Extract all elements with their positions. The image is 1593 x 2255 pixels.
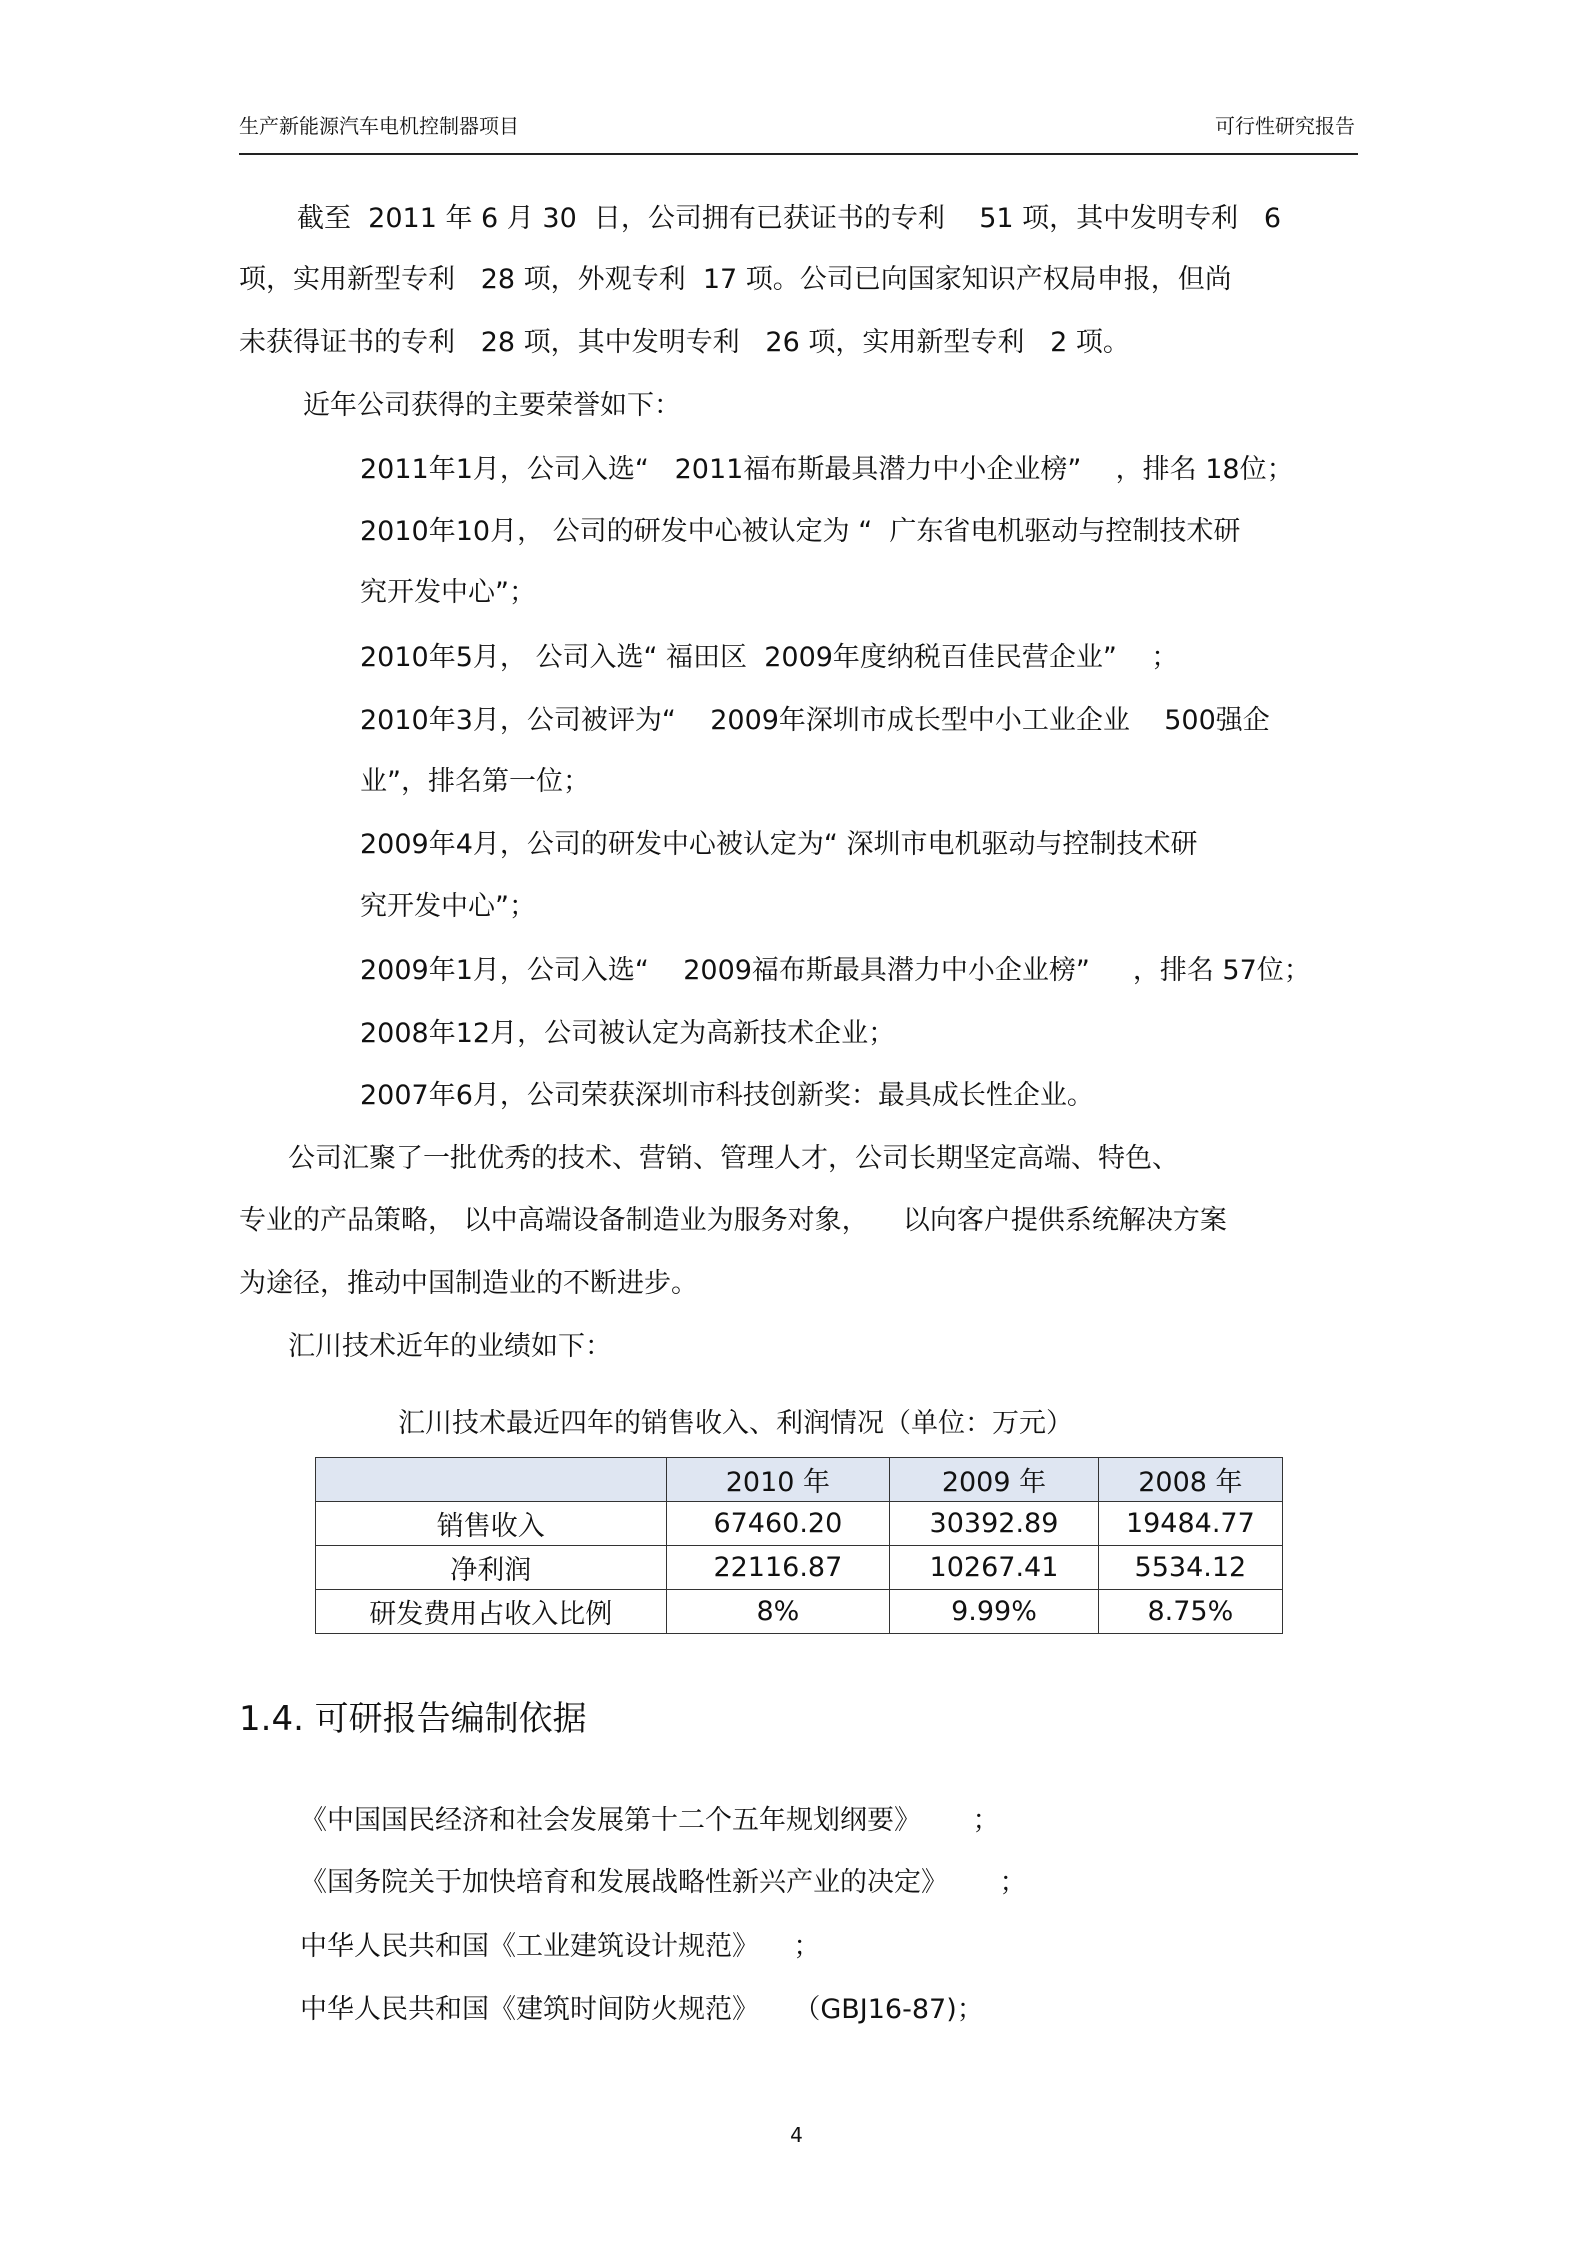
honor-item-continued: 业”，排名第一位； xyxy=(360,766,590,797)
honor-item: 2010年3月，公司被评为“ 2009年深圳市成长型中小工业企业 500强企 xyxy=(360,705,1270,736)
table-row xyxy=(316,1546,1283,1590)
header-report-type: 可行性研究报告 xyxy=(1215,114,1355,138)
table-header-cell xyxy=(316,1458,667,1502)
table-header-cell: 2010 年 xyxy=(666,1458,890,1502)
reference-item: 中华人民共和国《建筑时间防火规范》 （GBJ16-87)； xyxy=(300,1994,984,2025)
table-row-label: 净利润 xyxy=(316,1546,667,1590)
section-heading: 1.4. 可研报告编制依据 xyxy=(239,1699,587,1739)
reference-item: 中华人民共和国《工业建筑设计规范》 ； xyxy=(300,1931,821,1962)
talent-line-1: 公司汇聚了一批优秀的技术、营销、管理人才，公司长期坚定高端、特色、 xyxy=(288,1143,1179,1174)
table-row-label: 研发费用占收入比例 xyxy=(316,1590,667,1634)
talent-line-3: 为途径，推动中国制造业的不断进步。 xyxy=(239,1268,698,1299)
table-cell: 19484.77 xyxy=(1098,1502,1282,1546)
patents-line-3: 未获得证书的专利 28 项，其中发明专利 26 项，实用新型专利 2 项。 xyxy=(239,327,1130,358)
sales-profit-table xyxy=(315,1457,1283,1634)
honors-intro: 近年公司获得的主要荣誉如下： xyxy=(303,390,681,421)
patents-line-1: 截至 2011 年 6 月 30 日，公司拥有已获证书的专利 51 项，其中发明专利 6 xyxy=(297,203,1282,234)
performance-intro: 汇川技术近年的业绩如下： xyxy=(288,1331,612,1362)
table-cell: 67460.20 xyxy=(666,1502,890,1546)
table-header-cell: 2009 年 xyxy=(890,1458,1099,1502)
header-project-title: 生产新能源汽车电机控制器项目 xyxy=(239,114,519,138)
table-cell: 30392.89 xyxy=(890,1502,1099,1546)
honor-item: 2009年4月，公司的研发中心被认定为“ 深圳市电机驱动与控制技术研 xyxy=(360,829,1198,860)
table-cell: 8% xyxy=(666,1590,890,1634)
table-cell: 22116.87 xyxy=(666,1546,890,1590)
table-header-row xyxy=(316,1458,1283,1502)
table-cell: 8.75% xyxy=(1098,1590,1282,1634)
reference-item: 《国务院关于加快培育和发展战略性新兴产业的决定》 ； xyxy=(300,1867,1027,1898)
honor-item: 2010年5月， 公司入选“ 福田区 2009年度纳税百佳民营企业” ； xyxy=(360,642,1179,673)
honor-item: 2007年6月，公司荣获深圳市科技创新奖：最具成长性企业。 xyxy=(360,1080,1094,1111)
page-number: 4 xyxy=(790,2123,803,2147)
table-row xyxy=(316,1590,1283,1634)
table-row xyxy=(316,1502,1283,1546)
honor-item-continued: 究开发中心”； xyxy=(360,577,536,608)
talent-line-2: 专业的产品策略， 以中高端设备制造业为服务对象， 以向客户提供系统解决方案 xyxy=(239,1205,1227,1236)
honor-item: 2010年10月， 公司的研发中心被认定为 “ 广东省电机驱动与控制技术研 xyxy=(360,516,1241,547)
patents-line-2: 项，实用新型专利 28 项，外观专利 17 项。公司已向国家知识产权局申报，但尚 xyxy=(239,264,1232,295)
honor-item-continued: 究开发中心”； xyxy=(360,891,536,922)
header-divider xyxy=(239,153,1358,155)
table-cell: 9.99% xyxy=(890,1590,1099,1634)
table-cell: 5534.12 xyxy=(1098,1546,1282,1590)
table-row-label: 销售收入 xyxy=(316,1502,667,1546)
honor-item: 2011年1月，公司入选“ 2011福布斯最具潜力中小企业榜” ，排名 18位； xyxy=(360,454,1294,485)
reference-item: 《中国国民经济和社会发展第十二个五年规划纲要》 ； xyxy=(300,1805,1000,1836)
table-cell: 10267.41 xyxy=(890,1546,1099,1590)
table-header-cell: 2008 年 xyxy=(1098,1458,1282,1502)
table-caption: 汇川技术最近四年的销售收入、利润情况（单位：万元） xyxy=(398,1408,1073,1439)
honor-item: 2008年12月，公司被认定为高新技术企业； xyxy=(360,1018,896,1049)
honor-item: 2009年1月，公司入选“ 2009福布斯最具潜力中小企业榜” ，排名 57位； xyxy=(360,955,1311,986)
